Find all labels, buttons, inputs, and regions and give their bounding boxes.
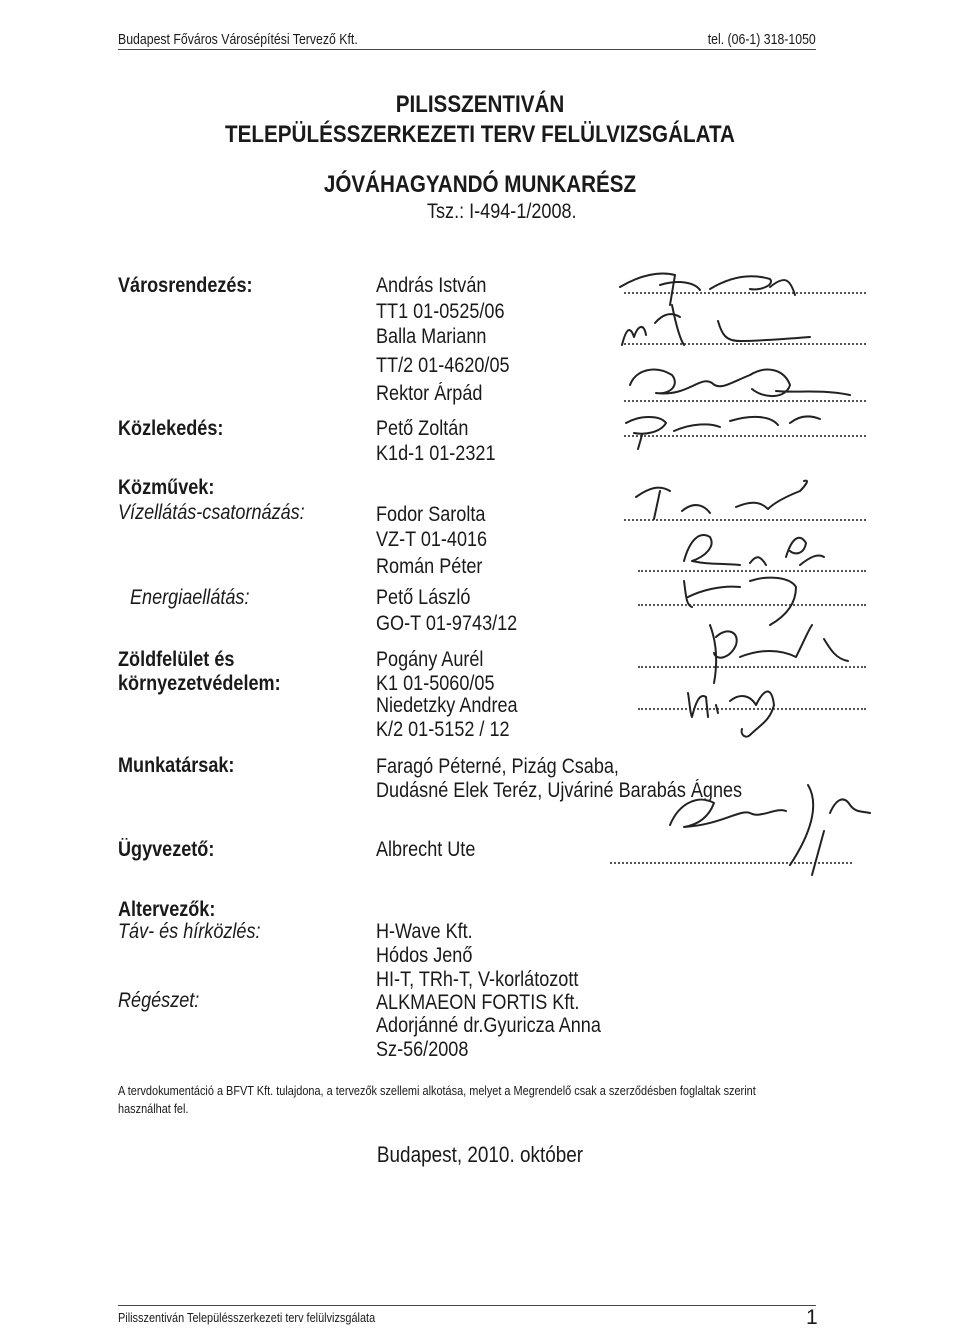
credit-line: VZ-T 01-4016: [376, 528, 488, 551]
header-rule: [118, 49, 816, 50]
credit-line: GO-T 01-9743/12: [376, 612, 518, 635]
credit-line: Pető Zoltán: [376, 417, 469, 440]
header-phone: tel. (06-1) 318-1050: [707, 31, 816, 48]
credit-line: Sz-56/2008: [376, 1038, 469, 1061]
credit-line: HI-T, TRh-T, V-korlátozott: [376, 968, 579, 991]
label-ugyvezeto: Ügyvezető:: [118, 838, 215, 861]
credit-line: K/2 01-5152 / 12: [376, 718, 510, 741]
label-munkatarsak: Munkatársak:: [118, 754, 235, 777]
credit-line: K1d-1 01-2321: [376, 442, 496, 465]
footer-title: Pilisszentiván Településszerkezeti terv felülvizsgálata: [118, 1310, 376, 1325]
footer-rule: [118, 1305, 816, 1306]
handwritten-signatures: [600, 265, 900, 885]
credit-line: Adorjánné dr.Gyuricza Anna: [376, 1014, 601, 1037]
credit-line: Fodor Sarolta: [376, 503, 486, 526]
label-zoldfelulet: Zöldfelület és: [118, 648, 235, 671]
header-company: Budapest Főváros Városépítési Tervező Kft.: [118, 31, 358, 48]
credit-line: Pető László: [376, 586, 471, 609]
credit-line: Balla Mariann: [376, 325, 487, 348]
copyright-notice-line-1: A tervdokumentáció a BFVT Kft. tulajdona, a tervezők szellemi alkotása, melyet a Megrendelő csak a szerződésben foglaltak szerint: [118, 1083, 756, 1098]
credit-line: Román Péter: [376, 555, 483, 578]
copyright-notice-line-2: használhat fel.: [118, 1101, 189, 1116]
title-line-1: PILISSZENTIVÁN: [395, 91, 565, 118]
credit-line: H-Wave Kft.: [376, 920, 473, 943]
page-number: 1: [806, 1306, 818, 1329]
label-kozmuvek: Közművek:: [118, 476, 215, 499]
label-kozlekedes: Közlekedés:: [118, 417, 224, 440]
credit-line: K1 01-5060/05: [376, 672, 495, 695]
credit-line: Rektor Árpád: [376, 382, 483, 405]
label-varosrendezes: Városrendezés:: [118, 274, 253, 297]
label-regeszet: Régészet:: [118, 989, 200, 1012]
credit-line: Faragó Péterné, Pizág Csaba,: [376, 755, 619, 778]
place-and-date: Budapest, 2010. október: [376, 1142, 584, 1167]
label-energiaellatas: Energiaellátás:: [130, 586, 250, 609]
label-vizellatas: Vízellátás-csatornázás:: [118, 501, 305, 524]
credit-line: Dudásné Elek Teréz, Ujváriné Barabás Ágnes: [376, 779, 743, 802]
credit-line: TT/2 01-4620/05: [376, 354, 510, 377]
title-line-3: JÓVÁHAGYANDÓ MUNKARÉSZ: [323, 171, 637, 198]
credit-line: Pogány Aurél: [376, 648, 484, 671]
credit-line: ALKMAEON FORTIS Kft.: [376, 991, 580, 1014]
title-line-2: TELEPÜLÉSSZERKEZETI TERV FELÜLVIZSGÁLATA: [225, 121, 735, 148]
title-reference: Tsz.: I-494-1/2008.: [427, 200, 577, 223]
credit-line: TT1 01-0525/06: [376, 300, 505, 323]
label-kornyezetvedelem: környezetvédelem:: [118, 672, 281, 695]
credit-line: András István: [376, 274, 487, 297]
credit-line: Hódos Jenő: [376, 944, 473, 967]
label-altervezok: Altervezők:: [118, 898, 216, 921]
credit-line: Niedetzky Andrea: [376, 694, 518, 717]
credit-line: Albrecht Ute: [376, 838, 476, 861]
label-tav-hirkozles: Táv- és hírközlés:: [118, 920, 261, 943]
